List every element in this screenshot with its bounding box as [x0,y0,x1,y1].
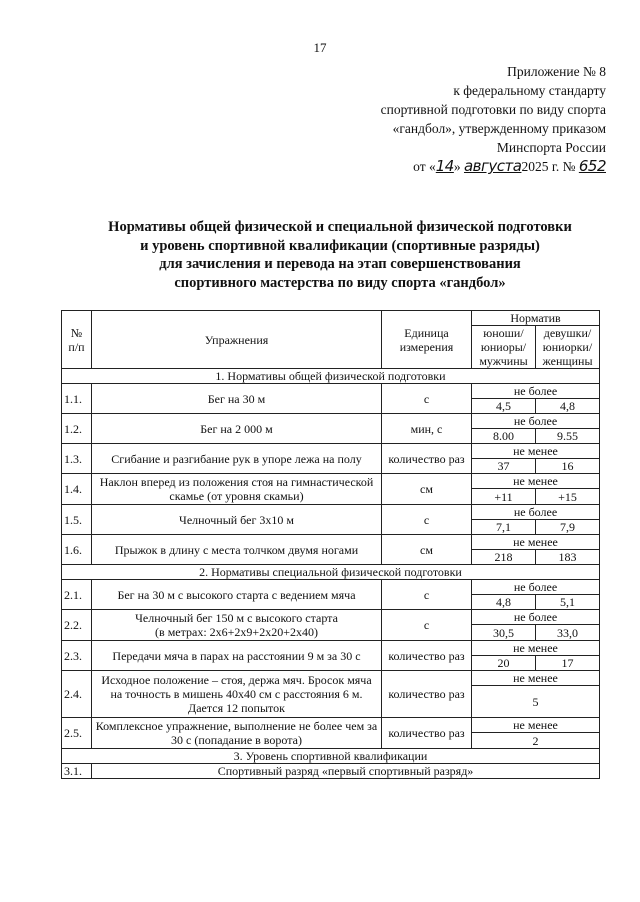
row-num: 1.6. [62,535,92,565]
row-unit: мин, с [382,414,472,444]
row-unit: количество раз [382,641,472,671]
standards-table [61,310,600,779]
row-num: 1.2. [62,414,92,444]
row-exercise: Сгибание и разгибание рук в упоре лежа на полу [92,444,382,474]
row-num: 1.4. [62,474,92,505]
table-row [62,610,600,625]
row-condition: не более [472,384,600,399]
appendix-line: Минспорта России [496,140,606,155]
table-row [62,764,600,779]
row-condition: не более [472,505,600,520]
row-value-girls: 33,0 [536,625,600,641]
row-value-boys: 37 [472,459,536,474]
table-row [62,718,600,733]
row-condition: не менее [472,718,600,733]
row-value-girls: 9.55 [536,429,600,444]
header-row [62,311,600,326]
row-condition: не менее [472,535,600,550]
table-row [62,474,600,489]
row-value-boys: 8.00 [472,429,536,444]
table-row [62,505,600,520]
table-body [62,311,600,779]
section-title: 2. Нормативы специальной физической подготовки [62,565,600,580]
row-condition: не более [472,414,600,429]
row-value-boys: +11 [472,489,536,505]
header-num: № п/п [62,311,92,369]
title-line: для зачисления и перевода на этап совершенствования [159,256,521,272]
date-mid: » [453,159,461,174]
page-number: 17 [313,40,327,55]
row-exercise: Челночный бег 3х10 м [92,505,382,535]
table-row [62,671,600,686]
row-exercise: Наклон вперед из положения стоя на гимнастической скамье (от уровня скамьи) [92,474,382,505]
row-exercise: Бег на 2 000 м [92,414,382,444]
row-unit: количество раз [382,718,472,749]
row-exercise: Передачи мяча в парах на расстоянии 9 м за 30 с [92,641,382,671]
section-row [62,369,600,384]
row-exercise: Исходное положение – стоя, держа мяч. Бросок мяча на точность в мишень 40х40 см с расстояния 6 м. Дается 12 попыток [92,671,382,718]
row-unit: с [382,505,472,535]
section-row [62,565,600,580]
date-month: августа [463,157,522,175]
row-num: 3.1. [62,764,92,779]
header-boys: юноши/ юниоры/ мужчины [472,326,536,369]
row-condition: не менее [472,671,600,686]
section-title: 3. Уровень спортивной квалификации [62,749,600,764]
date-year: 2025 г. № [521,159,576,174]
row-unit: см [382,535,472,565]
row-value-girls: 5,1 [536,595,600,610]
date-prefix: от « [413,159,436,174]
row-num: 2.1. [62,580,92,610]
row-value-boys: 4,5 [472,399,536,414]
table-row [62,384,600,399]
row-value-girls: 16 [536,459,600,474]
title-line: и уровень спортивной квалификации (спортивные разряды) [140,237,540,254]
row-condition: не менее [472,474,600,489]
section-row [62,749,600,764]
title-line: Нормативы общей физической и специальной физической подготовки [108,219,572,235]
document-title [70,218,610,292]
table-row [62,535,600,550]
appendix-block [276,62,606,176]
row-full-text: Спортивный разряд «первый спортивный разряд» [92,764,600,779]
row-num: 2.2. [62,610,92,641]
row-unit: количество раз [382,444,472,474]
row-unit: с [382,384,472,414]
row-value-boys: 30,5 [472,625,536,641]
row-condition: не менее [472,641,600,656]
row-value-both: 2 [472,733,600,749]
row-exercise: Челночный бег 150 м с высокого старта (в метрах: 2х6+2х9+2х20+2х40) [92,610,382,641]
row-exercise: Бег на 30 м с высокого старта с ведением мяча [92,580,382,610]
header-exercise: Упражнения [92,311,382,369]
row-num: 1.5. [62,505,92,535]
table-row [62,444,600,459]
row-exercise: Комплексное упражнение, выполнение не более чем за 30 с (попадание в ворота) [92,718,382,749]
row-value-boys: 218 [472,550,536,565]
row-value-boys: 20 [472,656,536,671]
row-value-boys: 7,1 [472,520,536,535]
appendix-line: к федеральному стандарту [453,83,606,98]
row-value-girls: 17 [536,656,600,671]
row-exercise: Бег на 30 м [92,384,382,414]
header-norm: Норматив [472,311,600,326]
row-num: 2.5. [62,718,92,749]
order-number: 652 [578,157,606,175]
title-line: спортивного мастерства по виду спорта «гандбол» [174,274,506,291]
row-unit: см [382,474,472,505]
header-girls: девушки/ юниорки/ женщины [536,326,600,369]
row-value-boys: 4,8 [472,595,536,610]
header-unit: Единица измерения [382,311,472,369]
row-exercise: Прыжок в длину с места толчком двумя ногами [92,535,382,565]
row-num: 2.4. [62,671,92,718]
row-num: 1.1. [62,384,92,414]
row-unit: с [382,610,472,641]
row-value-both: 5 [472,686,600,718]
appendix-line: «гандбол», утвержденному приказом [392,121,606,136]
row-value-girls: 183 [536,550,600,565]
table-row [62,414,600,429]
row-unit: количество раз [382,671,472,718]
row-value-girls: 7,9 [536,520,600,535]
row-value-girls: +15 [536,489,600,505]
section-title: 1. Нормативы общей физической подготовки [62,369,600,384]
row-unit: с [382,580,472,610]
row-value-girls: 4,8 [536,399,600,414]
date-day: 14 [435,157,454,175]
table-row [62,580,600,595]
row-condition: не более [472,580,600,595]
table-row [62,641,600,656]
row-condition: не более [472,610,600,625]
row-num: 2.3. [62,641,92,671]
row-num: 1.3. [62,444,92,474]
appendix-line: Приложение № 8 [507,64,606,79]
row-condition: не менее [472,444,600,459]
appendix-line: спортивной подготовки по виду спорта [380,102,606,117]
appendix-date [276,157,606,176]
